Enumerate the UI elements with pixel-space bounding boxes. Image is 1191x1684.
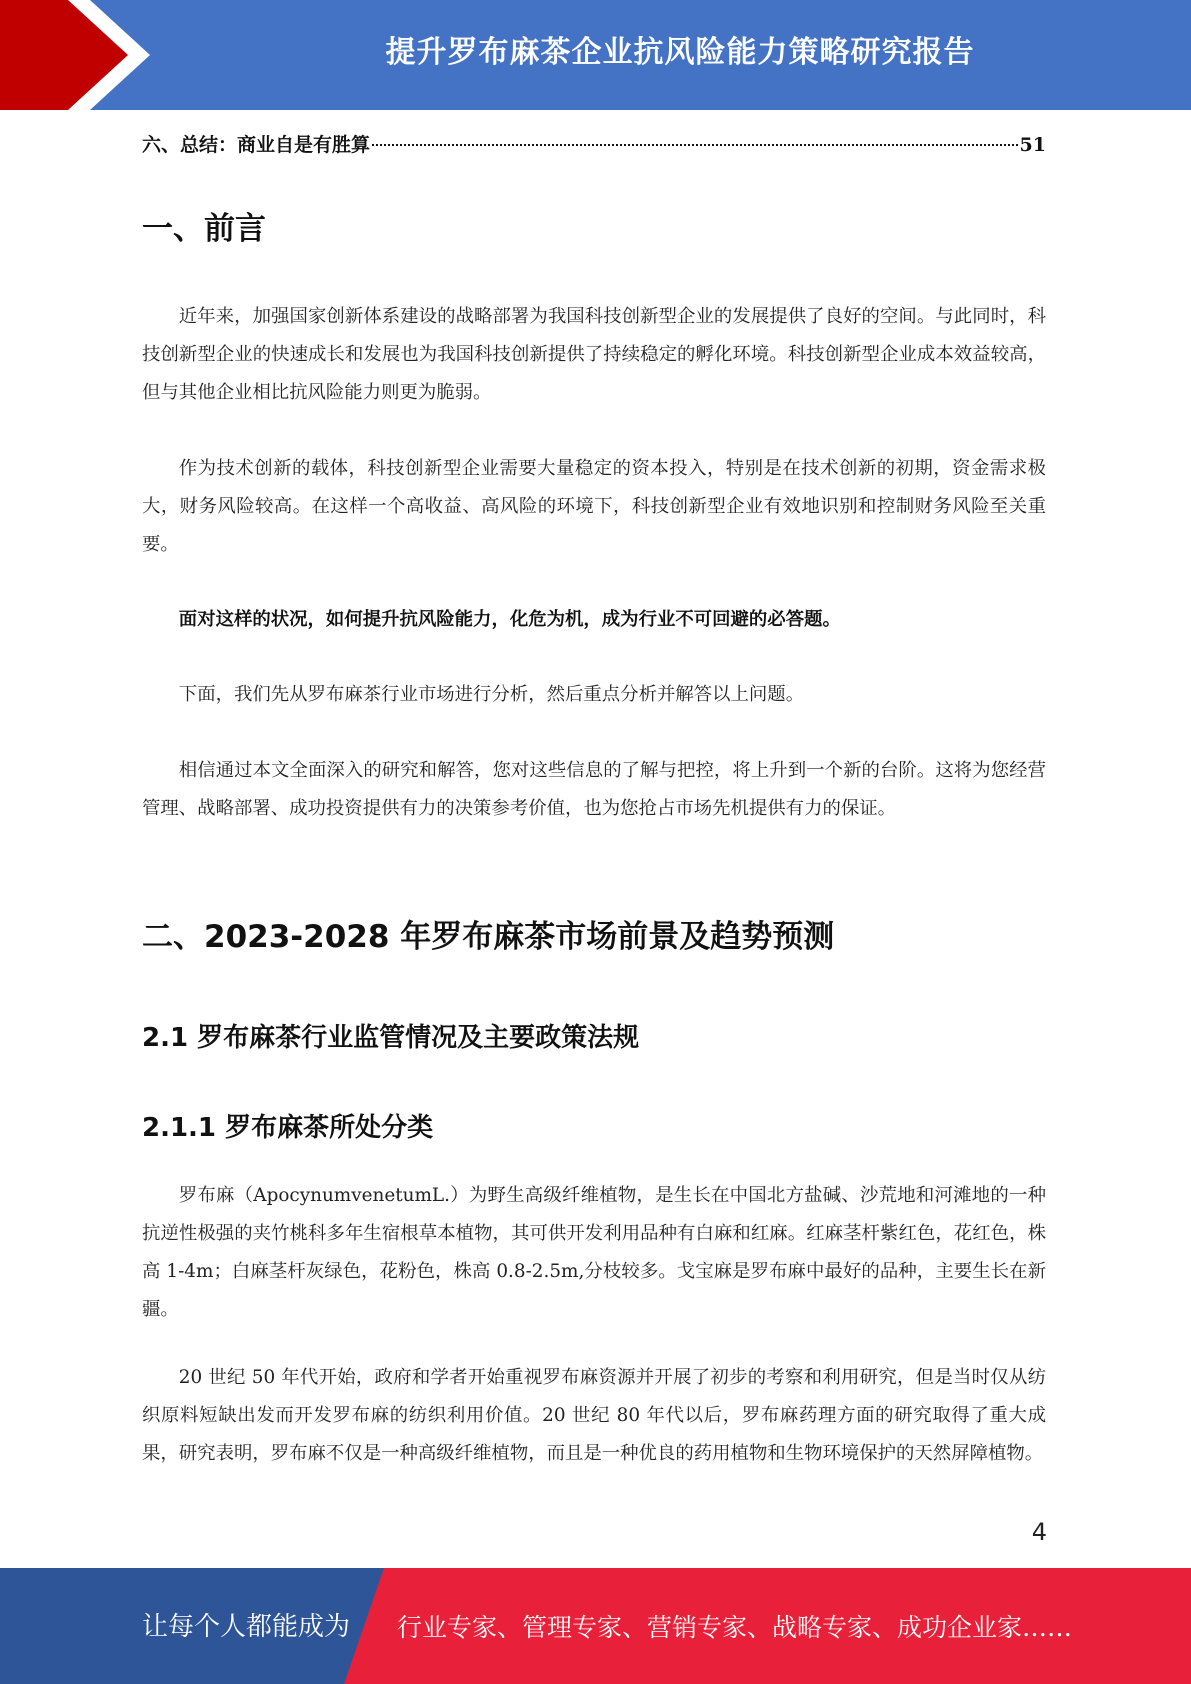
section-heading-preface: 一、前言 <box>142 211 266 247</box>
market-paragraph-2: 20 世纪 50 年代开始，政府和学者开始重视罗布麻资源并开展了初步的考察和利用研究，但是当时仅从纺织原料短缺出发而开发罗布麻的纺织利用价值。20 世纪 80 年代以后，罗布麻药理方面的研究取得了重大成果，研究表明，罗布麻不仅是一种高级纤维植物，而且是一种优良的药用植物和生物环境保护的天然屏障植物。 <box>142 1367 1046 1464</box>
preface-paragraph-1: 近年来，加强国家创新体系建设的战略部署为我国科技创新型企业的发展提供了良好的空间。与此同时，科技创新型企业的快速成长和发展也为我国科技创新提供了持续稳定的孵化环境。科技创新型企业成本效益较高，但与其他企业相比抗风险能力则更为脆弱。 <box>142 306 1046 403</box>
preface-paragraph-3-emphasis: 面对这样的状况，如何提升抗风险能力，化危为机，成为行业不可回避的必答题。 <box>178 609 841 630</box>
preface-paragraph-4: 下面，我们先从罗布麻茶行业市场进行分析，然后重点分析并解答以上问题。 <box>178 684 805 705</box>
page-header <box>0 0 1191 110</box>
page-footer <box>0 1568 1191 1684</box>
page-number: 4 <box>1031 1518 1047 1546</box>
footer-slogan-right: 行业专家、管理专家、营销专家、战略专家、成功企业家…… <box>397 1613 1073 1642</box>
preface-paragraph-2: 作为技术创新的载体，科技创新型企业需要大量稳定的资本投入，特别是在技术创新的初期，资金需求极大，财务风险较高。在这样一个高收益、高风险的环境下，科技创新型企业有效地识别和控制财务风险至关重要。 <box>142 458 1046 555</box>
preface-paragraph-5: 相信通过本文全面深入的研究和解答，您对这些信息的了解与把控，将上升到一个新的台阶。这将为您经营管理、战略部署、成功投资提供有力的决策参考价值，也为您抢占市场先机提供有力的保证。 <box>142 760 1046 819</box>
toc-entry-label: 六、总结：商业自是有胜算 <box>142 134 371 156</box>
subsection-heading-2-1: 2.1 罗布麻茶行业监管情况及主要政策法规 <box>142 1023 640 1053</box>
toc-entry[interactable] <box>142 130 1046 158</box>
footer-slogan-left: 让每个人都能成为 <box>142 1612 351 1642</box>
header-title: 提升罗布麻茶企业抗风险能力策略研究报告 <box>385 35 975 70</box>
subsection-heading-2-1-1: 2.1.1 罗布麻茶所处分类 <box>142 1113 434 1143</box>
toc-leader-dots <box>372 144 1018 146</box>
section-heading-market: 二、2023-2028 年罗布麻茶市场前景及趋势预测 <box>142 919 835 955</box>
market-paragraph-1: 罗布麻（ApocynumvenetumL.）为野生高级纤维植物，是生长在中国北方盐碱、沙荒地和河滩地的一种抗逆性极强的夹竹桃科多年生宿根草本植物，其可供开发利用品种有白麻和红麻。红麻茎杆紫红色，花红色，株高 1-4m；白麻茎杆灰绿色，花粉色，株高 0.8-2.5m,分枝较多。戈宝麻是罗布麻中最好的品种，主要生长在新疆。 <box>142 1185 1046 1320</box>
toc-entry-page: 51 <box>1019 134 1046 156</box>
